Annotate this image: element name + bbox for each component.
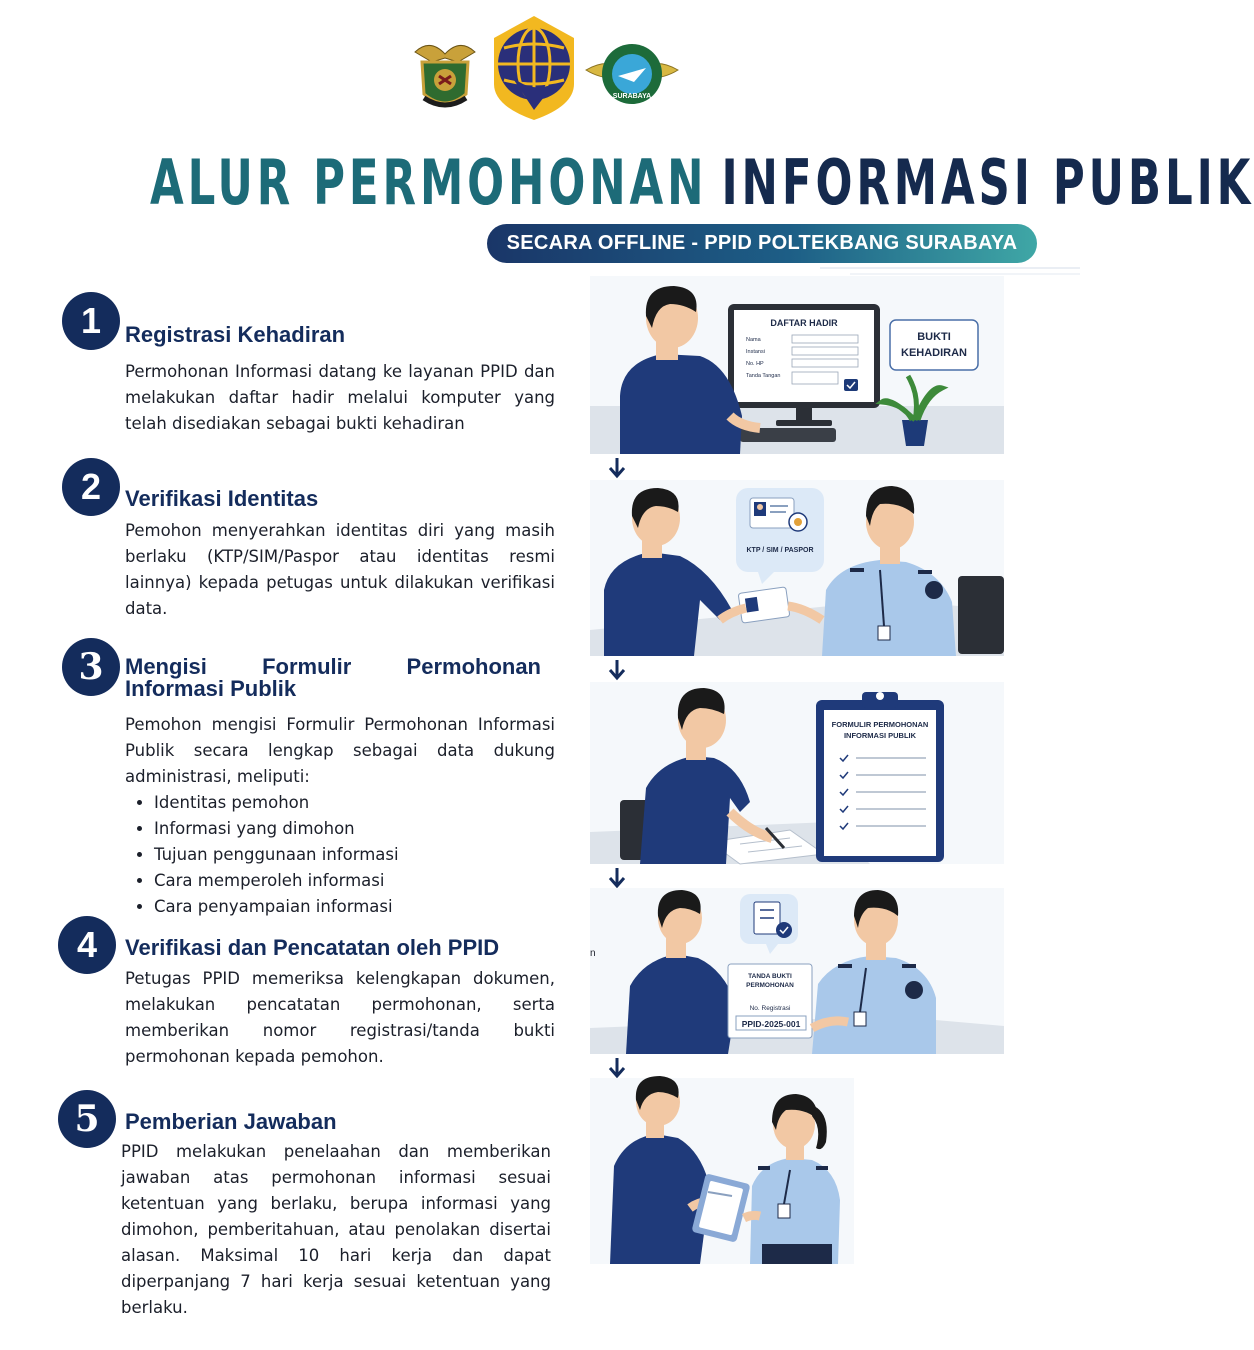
- clipboard-line1: FORMULIR PERMOHONAN: [831, 720, 929, 729]
- arrow-down-icon: [606, 658, 628, 682]
- step-3-number: 3: [62, 638, 120, 696]
- step-3-bullet-list: [128, 790, 399, 920]
- arrow-down-icon: [606, 456, 628, 480]
- step-5-title: Pemberian Jawaban: [125, 1109, 337, 1134]
- step-5-text: PPID melakukan penelaahan dan memberikan jawaban atas permohonan informasi sesuai ketentuan yang berlaku, berupa informasi yang dimohon, pemberitahuan, atau penolakan disertai alasan. Maksimal 10 hari kerja dan dapat diperpanjang 7 hari kerja sesuai ketentuan yang berlaku.: [121, 1142, 551, 1317]
- step-5-number: 5: [58, 1090, 116, 1148]
- list-item: • Cara penyampaian informasi: [154, 894, 399, 920]
- step-1-number: 1: [62, 292, 120, 350]
- eagle-emblem-icon: [410, 32, 480, 114]
- illustration-registration: [590, 276, 1004, 454]
- arrow-down-icon: [606, 866, 628, 890]
- illustration-ppid-recording: [590, 888, 1004, 1054]
- doc-line2: PERMOHONAN: [746, 982, 794, 989]
- step-3-title-line1: Mengisi Formulir Permohonan: [125, 654, 541, 679]
- step-4-title: Verifikasi dan Pencatatan oleh PPID: [125, 935, 500, 960]
- step-2-number: 2: [62, 458, 120, 516]
- logo-row: [0, 14, 1080, 124]
- field-label: Nama: [746, 337, 761, 343]
- surabaya-logo-text: SURABAYA: [612, 93, 652, 100]
- list-item: • Identitas pemohon: [154, 790, 399, 816]
- subtitle-banner: SECARA OFFLINE - PPID POLTEKBANG SURABAYA: [487, 224, 1037, 263]
- page-title: [150, 146, 1254, 219]
- title-part2: INFORMASI PUBLIK: [721, 146, 1254, 219]
- title-part1: ALUR PERMOHONAN: [150, 146, 708, 219]
- badge-line2: KEHADIRAN: [901, 347, 967, 359]
- step-4-text: Petugas PPID memeriksa kelengkapan dokumen, melakukan pencatatan permohonan, serta memberikan nomor registrasi/tanda bukti permohonan kepada pemohon.: [125, 969, 555, 1066]
- monitor-title: DAFTAR HADIR: [770, 318, 838, 328]
- clipboard-line2: INFORMASI PUBLIK: [843, 731, 917, 740]
- field-label: No. HP: [746, 361, 764, 367]
- doc-label: No. Registrasi: [749, 1005, 791, 1012]
- step-2-text: Pemohon menyerahkan identitas diri yang masih berlaku (KTP/SIM/Paspor atau identitas resmi lainnya) kepada petugas untuk dilakukan verifikasi data.: [125, 521, 555, 618]
- field-label: Instansi: [746, 349, 765, 355]
- step-1-title: Registrasi Kehadiran: [125, 322, 346, 347]
- illustration-identity-verification: [590, 480, 1004, 656]
- list-item: • Tujuan penggunaan informasi: [154, 842, 399, 868]
- doc-number: PPID-2025-001: [741, 1019, 801, 1029]
- list-item: • Cara memperoleh informasi: [154, 868, 399, 894]
- stray-text: n: [590, 948, 596, 959]
- step-3-title-line2: Informasi Publik: [125, 676, 297, 701]
- illustration-fill-form: [590, 682, 1004, 864]
- wings-emblem-icon: [584, 36, 680, 112]
- field-label: Tanda Tangan: [746, 373, 781, 379]
- bubble-label: KTP / SIM / PASPOR: [746, 547, 814, 554]
- step-4-number: 4: [58, 916, 116, 974]
- arrow-down-icon: [606, 1056, 628, 1080]
- doc-line1: TANDA BUKTI: [748, 973, 792, 980]
- list-item: • Informasi yang dimohon: [154, 816, 399, 842]
- step-2-title: Verifikasi Identitas: [125, 486, 319, 511]
- step-3-title: [125, 656, 541, 700]
- globe-emblem-icon: [488, 14, 580, 122]
- illustration-answer-delivery: [590, 1078, 854, 1264]
- step-1-text: Permohonan Informasi datang ke layanan PPID dan melakukan daftar hadir melalui komputer yang telah disediakan sebagai bukti kehadiran: [125, 362, 555, 433]
- step-3-text: Pemohon mengisi Formulir Permohonan Informasi Publik secara lengkap sebagai data dukung administrasi, meliputi:: [125, 715, 555, 786]
- badge-line1: BUKTI: [917, 331, 951, 343]
